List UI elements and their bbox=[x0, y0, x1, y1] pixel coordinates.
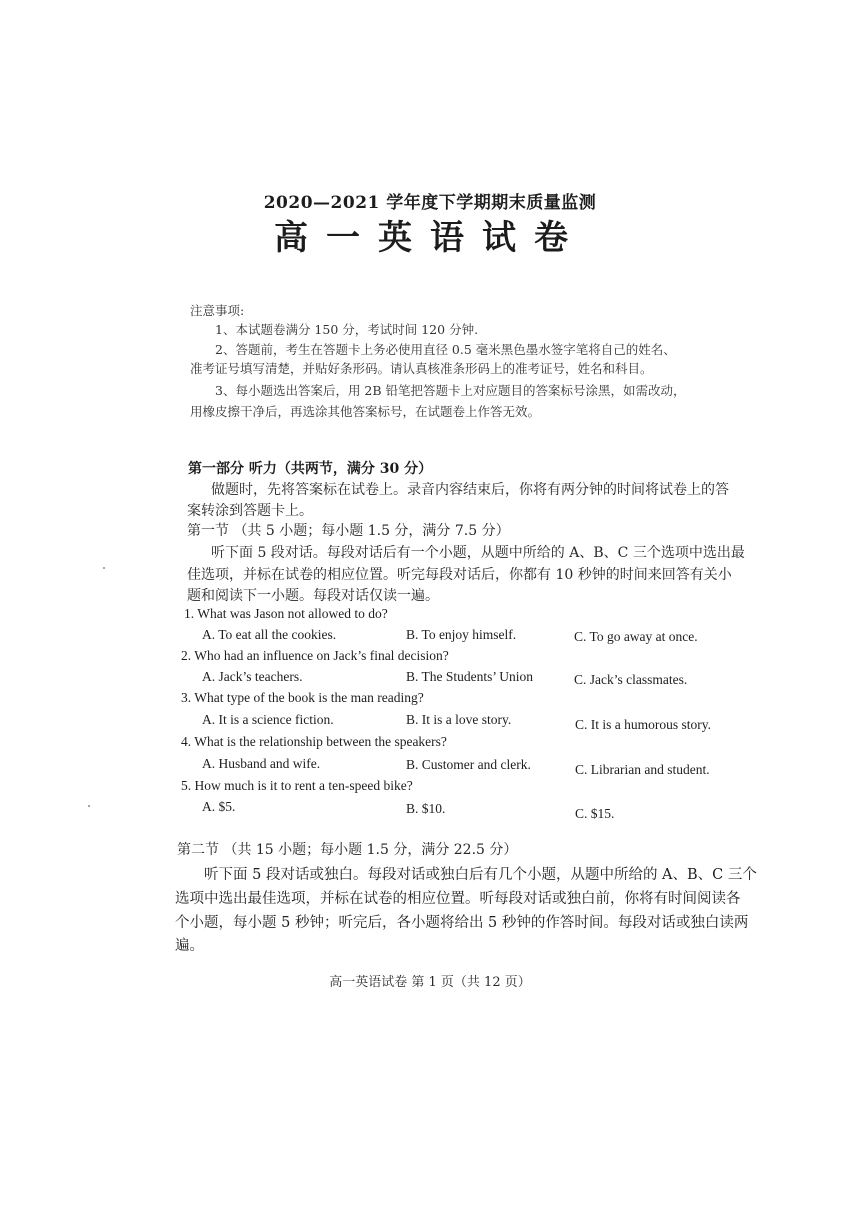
question-2-option-b: B. The Students’ Union bbox=[406, 669, 533, 684]
section2-intro-line-4: 遍。 bbox=[175, 938, 204, 954]
notice-line-3: 准考证号填写清楚，并贴好条形码。请认真核准条形码上的准考证号，姓名和科目。 bbox=[190, 361, 653, 376]
question-5-option-a: A. $5. bbox=[202, 799, 236, 814]
question-3-option-c: C. It is a humorous story. bbox=[575, 717, 711, 732]
question-4-option-c: C. Librarian and student. bbox=[575, 762, 710, 777]
notice-line-5: 用橡皮擦干净后，再选涂其他答案标号，在试题卷上作答无效。 bbox=[190, 404, 541, 419]
scan-speck bbox=[88, 805, 90, 807]
section2-intro-line-2: 选项中选出最佳选项，并标在试卷的相应位置。听每段对话或独白前，你将有时间阅读各 bbox=[175, 891, 741, 907]
notice-line-4: 3、每小题选出答案后，用 2B 铅笔把答题卡上对应题目的答案标号涂黑，如需改动， bbox=[215, 383, 686, 398]
question-2-option-c: C. Jack’s classmates. bbox=[574, 672, 688, 687]
question-1-stem: 1. What was Jason not allowed to do? bbox=[184, 606, 388, 621]
section2-title: 第二节 （共 15 小题；每小题 1.5 分，满分 22.5 分） bbox=[177, 842, 518, 858]
question-5-option-c: C. $15. bbox=[575, 806, 615, 821]
section1-intro-line-2: 佳选项，并标在试卷的相应位置。听完每段对话后，你都有 10 秒钟的时间来回答有关小 bbox=[187, 567, 732, 583]
question-1-option-c: C. To go away at once. bbox=[574, 629, 698, 644]
question-5-stem: 5. How much is it to rent a ten-speed bike? bbox=[181, 778, 413, 793]
page-footer: 高一英语试卷 第 1 页（共 12 页） bbox=[329, 975, 531, 990]
part1-title: 第一部分 听力（共两节，满分 30 分） bbox=[188, 461, 433, 477]
section1-intro-line-1: 听下面 5 段对话。每段对话后有一个小题，从题中所给的 A、B、C 三个选项中选出最 bbox=[211, 545, 745, 561]
main-title: 高一英语试卷 bbox=[274, 218, 586, 258]
notice-line-2: 2、答题前，考生在答题卡上务必使用直径 0.5 毫米黑色墨水签字笔将自己的姓名、 bbox=[215, 342, 676, 357]
question-2-stem: 2. Who had an influence on Jack’s final decision? bbox=[181, 648, 449, 663]
notice-line-1: 1、本试题卷满分 150 分，考试时间 120 分钟. bbox=[215, 322, 479, 337]
section2-intro-line-1: 听下面 5 段对话或独白。每段对话或独白后有几个小题，从题中所给的 A、B、C 三个 bbox=[204, 867, 757, 883]
section1-title: 第一节 （共 5 小题；每小题 1.5 分，满分 7.5 分） bbox=[187, 523, 510, 539]
year-title: 2020—2021 学年度下学期期末质量监测 bbox=[263, 193, 597, 213]
question-4-option-a: A. Husband and wife. bbox=[202, 756, 321, 771]
question-2-option-a: A. Jack’s teachers. bbox=[202, 669, 303, 684]
question-4-stem: 4. What is the relationship between the speakers? bbox=[181, 734, 447, 749]
question-3-option-a: A. It is a science fiction. bbox=[202, 712, 334, 727]
scan-speck bbox=[103, 567, 105, 569]
question-1-option-b: B. To enjoy himself. bbox=[406, 627, 517, 642]
question-3-stem: 3. What type of the book is the man reading? bbox=[181, 690, 424, 705]
notice-heading: 注意事项: bbox=[190, 303, 245, 318]
section2-intro-line-3: 个小题，每小题 5 秒钟；听完后，各小题将给出 5 秒钟的作答时间。每段对话或独白读两 bbox=[175, 915, 749, 931]
section1-intro-line-3: 题和阅读下一小题。每段对话仅读一遍。 bbox=[187, 588, 439, 604]
question-3-option-b: B. It is a love story. bbox=[406, 712, 512, 727]
question-1-option-a: A. To eat all the cookies. bbox=[202, 627, 337, 642]
question-4-option-b: B. Customer and clerk. bbox=[406, 757, 531, 772]
part1-intro-line-1: 做题时，先将答案标在试卷上。录音内容结束后，你将有两分钟的时间将试卷上的答 bbox=[211, 482, 729, 498]
part1-intro-line-2: 案转涂到答题卡上。 bbox=[187, 503, 313, 519]
question-5-option-b: B. $10. bbox=[406, 801, 446, 816]
